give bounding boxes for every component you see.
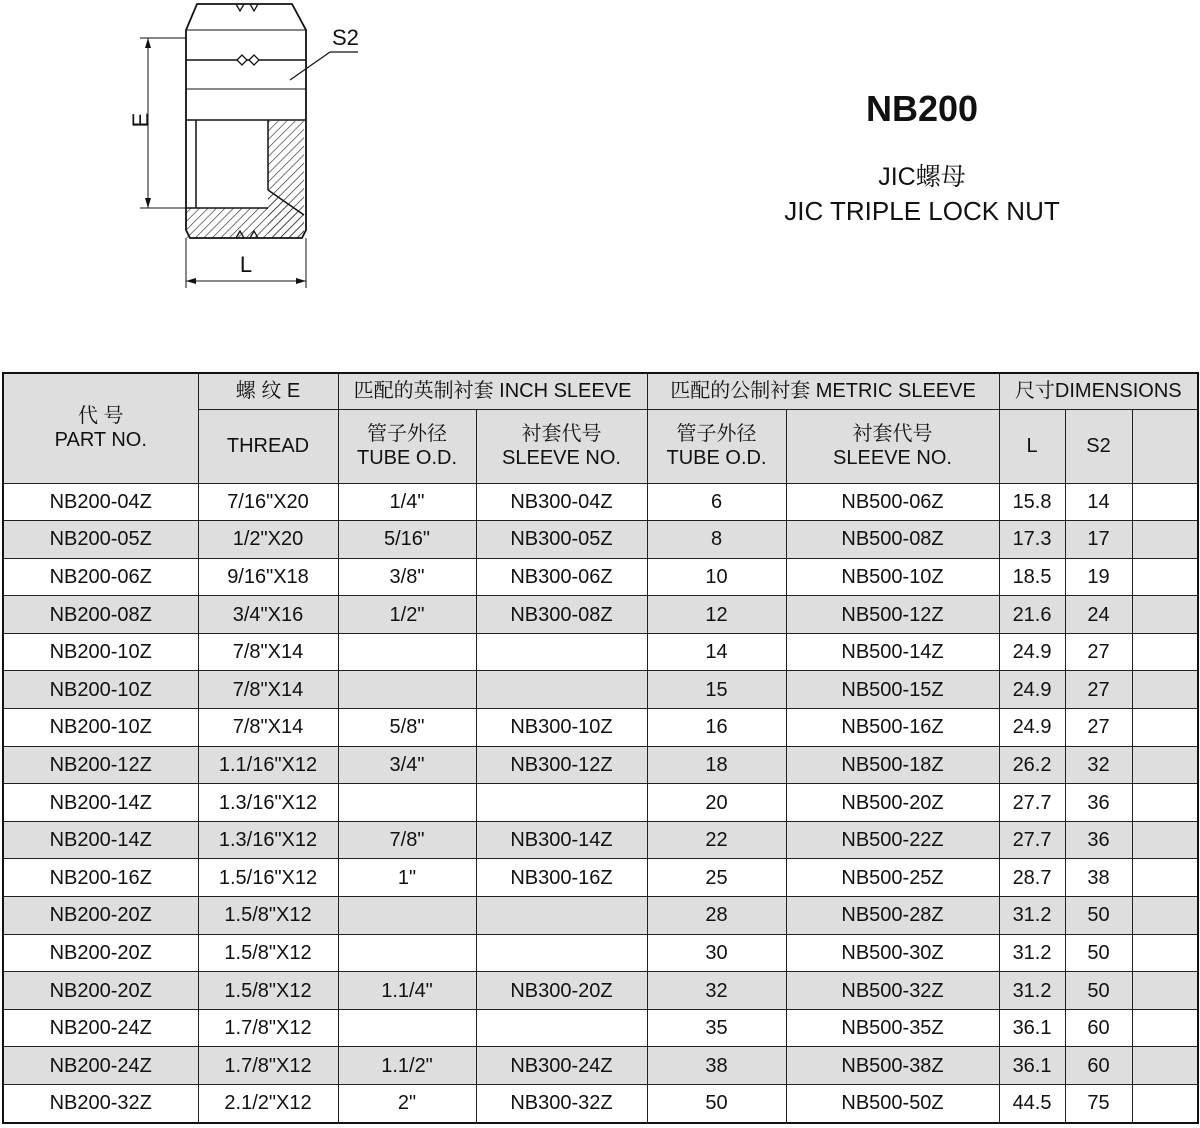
inch-sleeve-no-cell: NB300-20Z (476, 972, 647, 1010)
inch-sleeve-no-cell (476, 633, 647, 671)
metric-sleeve-no-cell: NB500-16Z (786, 709, 999, 747)
product-name-english: JIC TRIPLE LOCK NUT (784, 196, 1060, 226)
metric-tube-od-cell: 22 (647, 821, 786, 859)
inch-sleeve-no-cell: NB300-16Z (476, 859, 647, 897)
metric-tube-od-cell: 18 (647, 746, 786, 784)
blank-cell (1132, 633, 1198, 671)
thread-cell: 7/8"X14 (198, 709, 338, 747)
metric-sleeve-no-cell: NB500-12Z (786, 596, 999, 634)
inch-sleeve-no-cell: NB300-14Z (476, 821, 647, 859)
blank-cell (1132, 784, 1198, 822)
s2-cell: 75 (1065, 1085, 1132, 1123)
inch-tube-od-cell: 3/4" (338, 746, 476, 784)
l-cell: 28.7 (999, 859, 1065, 897)
table-row (3, 1009, 1198, 1047)
header-part-no-cn: 代 号 (77, 405, 124, 428)
s2-dimension-label: S2 (332, 25, 359, 50)
header-part-no (3, 373, 198, 483)
thread-cell: 1.7/8"X12 (198, 1047, 338, 1085)
blank-cell (1132, 746, 1198, 784)
inch-tube-od-cell (338, 633, 476, 671)
metric-sleeve-no-cell: NB500-08Z (786, 521, 999, 559)
thread-cell: 7/8"X14 (198, 633, 338, 671)
metric-sleeve-no-cell: NB500-20Z (786, 784, 999, 822)
metric-sleeve-no-cell: NB500-18Z (786, 746, 999, 784)
thread-cell: 1.3/16"X12 (198, 784, 338, 822)
thread-cell: 1.5/8"X12 (198, 972, 338, 1010)
inch-sleeve-no-cell (476, 671, 647, 709)
metric-tube-od-cell: 20 (647, 784, 786, 822)
inch-tube-od-cell (338, 784, 476, 822)
table-row (3, 897, 1198, 935)
header-metric-tube-od: 管子外径 TUBE O.D. (647, 409, 786, 483)
part-no-cell: NB200-24Z (3, 1009, 198, 1047)
metric-tube-od-cell: 14 (647, 633, 786, 671)
l-cell: 36.1 (999, 1047, 1065, 1085)
metric-sleeve-no-cell: NB500-22Z (786, 821, 999, 859)
part-no-cell: NB200-10Z (3, 709, 198, 747)
table-row (3, 934, 1198, 972)
table-row (3, 633, 1198, 671)
l-cell: 18.5 (999, 558, 1065, 596)
blank-cell (1132, 709, 1198, 747)
thread-cell: 7/8"X14 (198, 671, 338, 709)
blank-cell (1132, 897, 1198, 935)
inch-sleeve-no-cell: NB300-32Z (476, 1085, 647, 1123)
table-row (3, 972, 1198, 1010)
inch-tube-od-cell (338, 934, 476, 972)
table-row (3, 671, 1198, 709)
part-no-cell: NB200-14Z (3, 821, 198, 859)
blank-cell (1132, 1009, 1198, 1047)
inch-tube-od-cell: 3/8" (338, 558, 476, 596)
thread-cell: 1.3/16"X12 (198, 821, 338, 859)
inch-tube-od-cell: 1/2" (338, 596, 476, 634)
blank-cell (1132, 596, 1198, 634)
table-row (3, 521, 1198, 559)
l-cell: 36.1 (999, 1009, 1065, 1047)
blank-cell (1132, 558, 1198, 596)
s2-cell: 50 (1065, 934, 1132, 972)
l-cell: 24.9 (999, 633, 1065, 671)
header-part-no-en: PART NO. (54, 429, 147, 452)
s2-cell: 27 (1065, 633, 1132, 671)
blank-cell (1132, 821, 1198, 859)
metric-sleeve-no-cell: NB500-25Z (786, 859, 999, 897)
thread-cell: 9/16"X18 (198, 558, 338, 596)
s2-cell: 60 (1065, 1009, 1132, 1047)
metric-tube-od-cell: 16 (647, 709, 786, 747)
inch-tube-od-cell: 2" (338, 1085, 476, 1123)
inch-tube-od-cell: 1.1/2" (338, 1047, 476, 1085)
header-l: L (999, 409, 1065, 483)
metric-sleeve-no-cell: NB500-50Z (786, 1085, 999, 1123)
s2-cell: 50 (1065, 897, 1132, 935)
blank-cell (1132, 859, 1198, 897)
thread-cell: 1/2"X20 (198, 521, 338, 559)
s2-cell: 36 (1065, 784, 1132, 822)
metric-sleeve-no-cell: NB500-14Z (786, 633, 999, 671)
s2-cell: 14 (1065, 483, 1132, 521)
product-code-title: NB200 (865, 88, 979, 129)
s2-cell: 19 (1065, 558, 1132, 596)
inch-sleeve-no-cell: NB300-06Z (476, 558, 647, 596)
inch-tube-od-cell: 1" (338, 859, 476, 897)
l-cell: 26.2 (999, 746, 1065, 784)
product-name-chinese: JIC螺母 (878, 163, 966, 191)
l-cell: 24.9 (999, 671, 1065, 709)
blank-cell (1132, 671, 1198, 709)
metric-sleeve-no-cell: NB500-06Z (786, 483, 999, 521)
specification-table-body (3, 483, 1198, 1123)
s2-cell: 32 (1065, 746, 1132, 784)
part-no-cell: NB200-12Z (3, 746, 198, 784)
part-no-cell: NB200-24Z (3, 1047, 198, 1085)
header-dimensions: 尺寸DIMENSIONS (999, 373, 1198, 409)
inch-sleeve-no-cell: NB300-08Z (476, 596, 647, 634)
header-blank (1132, 409, 1198, 483)
header-metric-sleeve-no: 衬套代号 SLEEVE NO. (786, 409, 999, 483)
thread-cell: 1.7/8"X12 (198, 1009, 338, 1047)
part-no-cell: NB200-14Z (3, 784, 198, 822)
header-thread: THREAD (198, 409, 338, 483)
s2-cell: 36 (1065, 821, 1132, 859)
thread-cell: 7/16"X20 (198, 483, 338, 521)
l-cell: 31.2 (999, 934, 1065, 972)
part-no-cell: NB200-20Z (3, 934, 198, 972)
inch-sleeve-no-cell (476, 1009, 647, 1047)
header-thread-group: 螺 纹 E (198, 373, 338, 409)
table-row (3, 483, 1198, 521)
e-dimension-label: E (128, 112, 153, 128)
metric-tube-od-cell: 10 (647, 558, 786, 596)
part-no-cell: NB200-04Z (3, 483, 198, 521)
part-no-cell: NB200-06Z (3, 558, 198, 596)
table-row (3, 1085, 1198, 1123)
inch-sleeve-no-cell: NB300-12Z (476, 746, 647, 784)
table-row (3, 859, 1198, 897)
metric-tube-od-cell: 25 (647, 859, 786, 897)
metric-sleeve-no-cell: NB500-32Z (786, 972, 999, 1010)
metric-sleeve-no-cell: NB500-38Z (786, 1047, 999, 1085)
thread-cell: 3/4"X16 (198, 596, 338, 634)
metric-tube-od-cell: 6 (647, 483, 786, 521)
inch-tube-od-cell: 7/8" (338, 821, 476, 859)
l-cell: 21.6 (999, 596, 1065, 634)
s2-cell: 38 (1065, 859, 1132, 897)
l-cell: 44.5 (999, 1085, 1065, 1123)
s2-cell: 24 (1065, 596, 1132, 634)
inch-sleeve-no-cell (476, 897, 647, 935)
metric-tube-od-cell: 38 (647, 1047, 786, 1085)
part-no-cell: NB200-20Z (3, 897, 198, 935)
l-cell: 27.7 (999, 784, 1065, 822)
metric-tube-od-cell: 35 (647, 1009, 786, 1047)
specification-table (2, 372, 1199, 1124)
header-inch-sleeve-no: 衬套代号 SLEEVE NO. (476, 409, 647, 483)
inch-sleeve-no-cell (476, 784, 647, 822)
inch-tube-od-cell: 1/4" (338, 483, 476, 521)
metric-tube-od-cell: 32 (647, 972, 786, 1010)
thread-cell: 1.5/8"X12 (198, 897, 338, 935)
thread-cell: 2.1/2"X12 (198, 1085, 338, 1123)
table-row (3, 784, 1198, 822)
metric-sleeve-no-cell: NB500-35Z (786, 1009, 999, 1047)
inch-sleeve-no-cell: NB300-24Z (476, 1047, 647, 1085)
s2-cell: 50 (1065, 972, 1132, 1010)
inch-sleeve-no-cell: NB300-05Z (476, 521, 647, 559)
inch-sleeve-no-cell (476, 934, 647, 972)
l-cell: 27.7 (999, 821, 1065, 859)
inch-tube-od-cell: 5/8" (338, 709, 476, 747)
s2-cell: 17 (1065, 521, 1132, 559)
table-row (3, 558, 1198, 596)
part-no-cell: NB200-20Z (3, 972, 198, 1010)
header-inch-sleeve: 匹配的英制衬套 INCH SLEEVE (338, 373, 647, 409)
part-no-cell: NB200-16Z (3, 859, 198, 897)
metric-tube-od-cell: 15 (647, 671, 786, 709)
blank-cell (1132, 483, 1198, 521)
metric-tube-od-cell: 50 (647, 1085, 786, 1123)
l-cell: 24.9 (999, 709, 1065, 747)
header-s2: S2 (1065, 409, 1132, 483)
part-no-cell: NB200-32Z (3, 1085, 198, 1123)
blank-cell (1132, 934, 1198, 972)
inch-sleeve-no-cell: NB300-04Z (476, 483, 647, 521)
inch-tube-od-cell (338, 897, 476, 935)
s2-cell: 27 (1065, 709, 1132, 747)
l-cell: 15.8 (999, 483, 1065, 521)
table-row (3, 746, 1198, 784)
inch-tube-od-cell: 5/16" (338, 521, 476, 559)
thread-cell: 1.5/8"X12 (198, 934, 338, 972)
metric-tube-od-cell: 28 (647, 897, 786, 935)
s2-cell: 27 (1065, 671, 1132, 709)
header-inch-tube-od: 管子外径 TUBE O.D. (338, 409, 476, 483)
inch-tube-od-cell: 1.1/4" (338, 972, 476, 1010)
thread-cell: 1.5/16"X12 (198, 859, 338, 897)
metric-tube-od-cell: 12 (647, 596, 786, 634)
table-row (3, 1047, 1198, 1085)
table-row (3, 709, 1198, 747)
inch-tube-od-cell (338, 671, 476, 709)
l-dimension-label: L (239, 252, 253, 277)
l-cell: 17.3 (999, 521, 1065, 559)
l-cell: 31.2 (999, 972, 1065, 1010)
table-row (3, 821, 1198, 859)
part-no-cell: NB200-05Z (3, 521, 198, 559)
header-metric-sleeve: 匹配的公制衬套 METRIC SLEEVE (647, 373, 999, 409)
metric-sleeve-no-cell: NB500-15Z (786, 671, 999, 709)
inch-tube-od-cell (338, 1009, 476, 1047)
metric-sleeve-no-cell: NB500-10Z (786, 558, 999, 596)
metric-sleeve-no-cell: NB500-28Z (786, 897, 999, 935)
blank-cell (1132, 1085, 1198, 1123)
metric-tube-od-cell: 30 (647, 934, 786, 972)
metric-sleeve-no-cell: NB500-30Z (786, 934, 999, 972)
s2-cell: 60 (1065, 1047, 1132, 1085)
part-no-cell: NB200-08Z (3, 596, 198, 634)
l-cell: 31.2 (999, 897, 1065, 935)
part-no-cell: NB200-10Z (3, 671, 198, 709)
table-row (3, 596, 1198, 634)
part-no-cell: NB200-10Z (3, 633, 198, 671)
inch-sleeve-no-cell: NB300-10Z (476, 709, 647, 747)
blank-cell (1132, 972, 1198, 1010)
thread-cell: 1.1/16"X12 (198, 746, 338, 784)
metric-tube-od-cell: 8 (647, 521, 786, 559)
nut-technical-drawing (100, 0, 400, 300)
blank-cell (1132, 1047, 1198, 1085)
blank-cell (1132, 521, 1198, 559)
